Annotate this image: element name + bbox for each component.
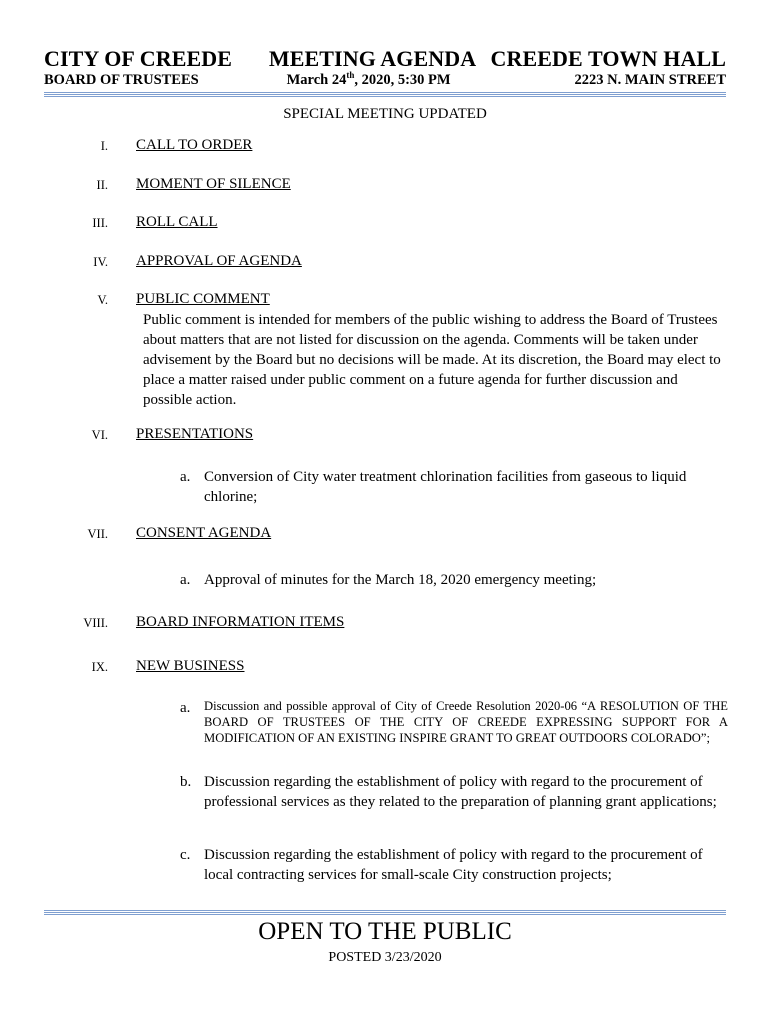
sub-item-text: Approval of minutes for the March 18, 2020 emergency meeting; <box>204 572 597 588</box>
sub-item-text: Discussion and possible approval of City of Creede Resolution 2020-06 “A RESOLUTION OF THE BOARD OF TRUSTEES OF THE CITY OF CREEDE EXPRESSING SUPPORT FOR A MODIFICATION OF AN EXISTING INSPIRE GRANT TO GREAT OUTDOORS COLORADO”; <box>204 699 728 745</box>
item-number: IX. <box>91 660 108 674</box>
header-row-bottom <box>44 72 726 89</box>
board-name: BOARD OF TRUSTEES <box>44 72 199 88</box>
meeting-date-day: March 24 <box>286 72 347 88</box>
sub-item <box>180 467 728 507</box>
item-number: VIII. <box>83 616 108 630</box>
item-number: II. <box>96 178 108 192</box>
sub-item <box>180 698 728 746</box>
sub-item-text: Discussion regarding the establishment of policy with regard to the procurement of local contracting services for small-scale City construction projects; <box>204 847 703 883</box>
venue-name: CREEDE TOWN HALL <box>490 46 726 71</box>
public-comment-text: Public comment is intended for members of the public wishing to address the Board of Trustees about matters that are not listed for discussion on the agenda. Comments will be taken under advisement by the Board but no decisions will be made. At its discretion, the Board may elect to place a matter raised under public comment on a future agenda for further discussion and possible action. <box>143 312 721 408</box>
item-title: PUBLIC COMMENT <box>136 291 270 307</box>
sub-item <box>180 772 728 812</box>
sub-item-label: c. <box>180 847 191 863</box>
item-number: IV. <box>93 255 108 269</box>
item-number: III. <box>92 216 108 230</box>
org-name: CITY OF CREEDE <box>44 46 233 71</box>
item-number: V. <box>97 293 108 307</box>
footer-divider <box>44 910 726 916</box>
item-title: MOMENT OF SILENCE <box>136 176 291 192</box>
sub-item <box>180 570 728 590</box>
item-number: VII. <box>87 527 108 541</box>
item-title: CONSENT AGENDA <box>136 525 272 541</box>
sub-item-label: a. <box>180 572 191 588</box>
item-title: BOARD INFORMATION ITEMS <box>136 614 345 630</box>
header-divider <box>44 92 726 98</box>
sub-item-label: a. <box>180 469 191 485</box>
item-title: APPROVAL OF AGENDA <box>136 253 302 269</box>
item-title: PRESENTATIONS <box>136 426 254 442</box>
sub-item-label: a. <box>180 700 191 716</box>
venue-address: 2223 N. MAIN STREET <box>574 72 726 88</box>
agenda-title: MEETING AGENDA <box>268 46 477 71</box>
meeting-date-suffix: th <box>346 70 355 81</box>
item-number: I. <box>100 139 108 153</box>
sub-item <box>180 845 728 885</box>
sub-item-text: Discussion regarding the establishment of policy with regard to the procurement of professional services as they related to the preparation of planning grant applications; <box>204 774 717 810</box>
header-row-top <box>44 46 726 72</box>
meeting-date-time: , 2020, 5:30 PM <box>354 72 451 88</box>
public-notice: OPEN TO THE PUBLIC <box>258 918 512 945</box>
item-number: VI. <box>91 428 108 442</box>
meeting-subtitle: SPECIAL MEETING UPDATED <box>283 106 487 122</box>
item-title: ROLL CALL <box>136 214 218 230</box>
posted-date: POSTED 3/23/2020 <box>328 950 442 965</box>
item-title: CALL TO ORDER <box>136 137 253 153</box>
item-title: NEW BUSINESS <box>136 658 245 674</box>
meeting-date <box>287 72 451 89</box>
sub-item-text: Conversion of City water treatment chlorination facilities from gaseous to liquid chlorine; <box>204 469 687 505</box>
sub-item-label: b. <box>180 774 192 790</box>
